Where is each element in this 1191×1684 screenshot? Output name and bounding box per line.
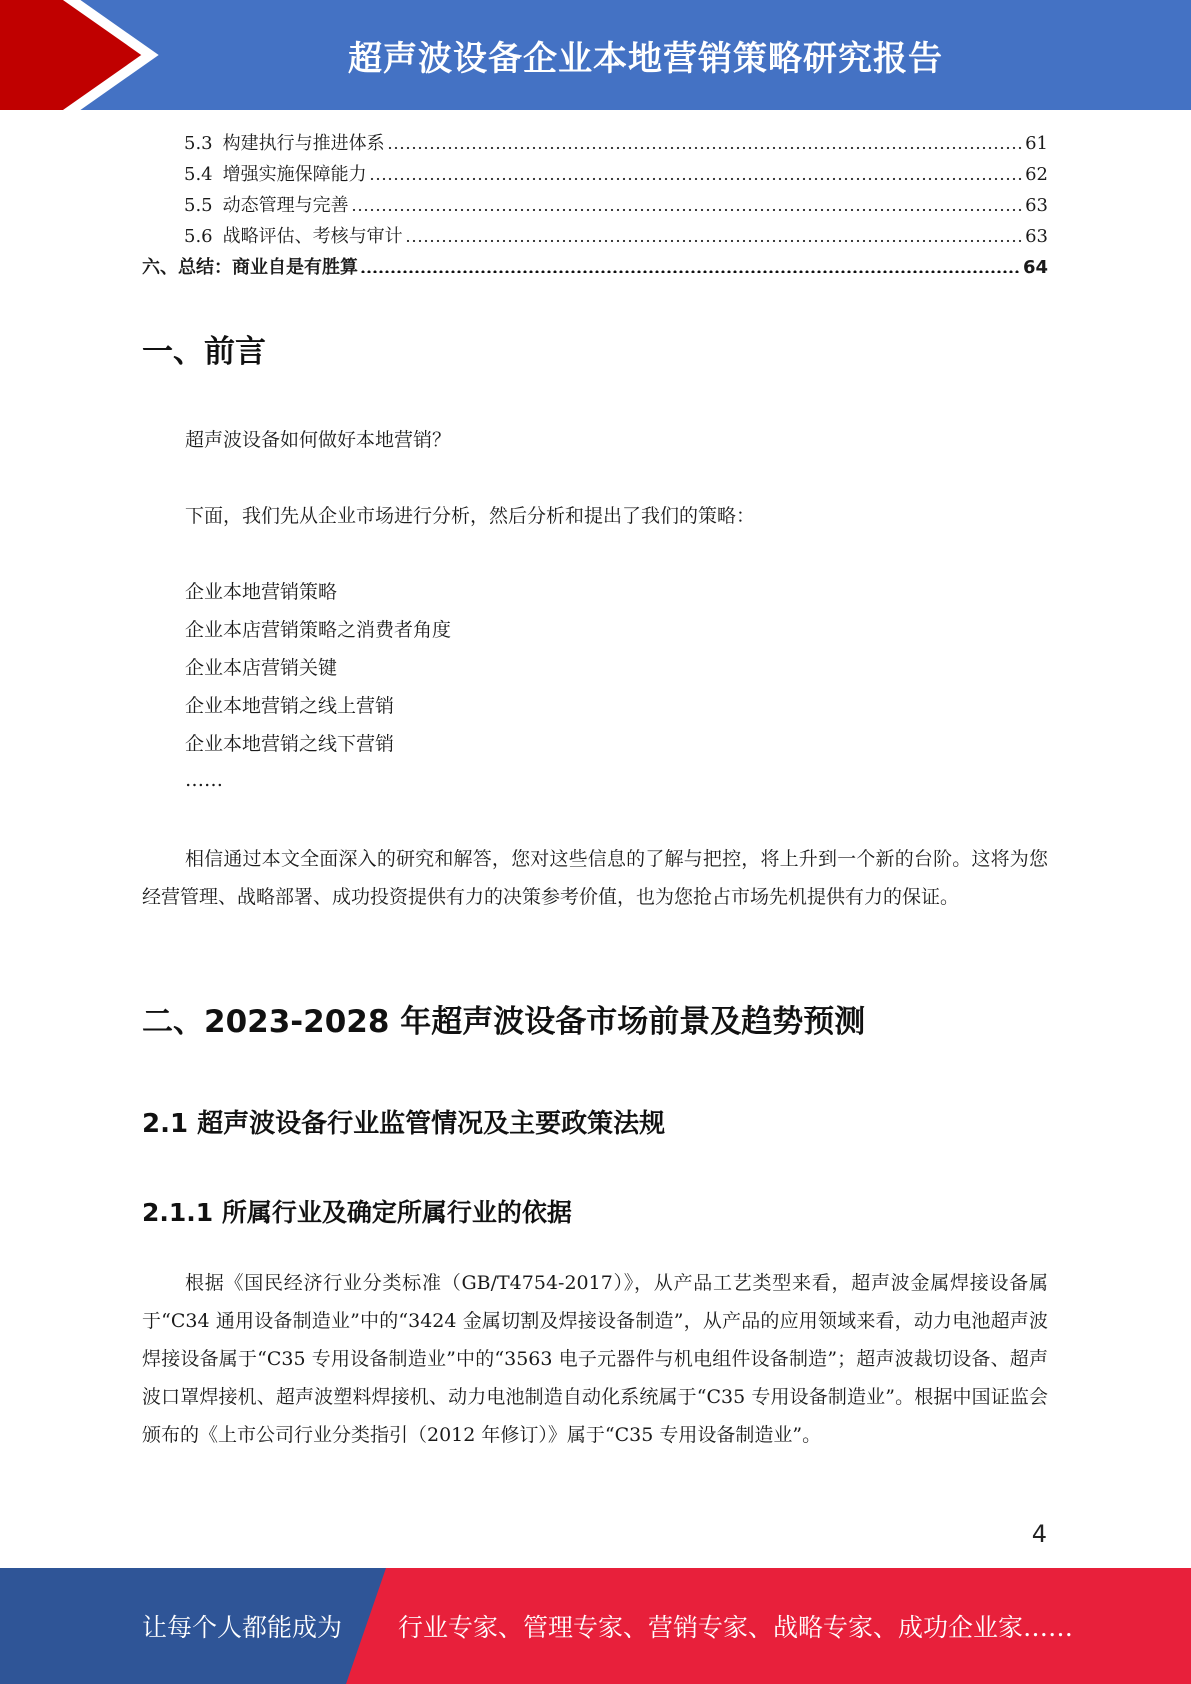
strategy-list-item: 企业本地营销策略 <box>185 581 338 603</box>
toc-leader-dots <box>387 131 1023 149</box>
strategy-list-item: 企业本地营销之线上营销 <box>185 695 395 717</box>
preface-conclusion: 相信通过本文全面深入的研究和解答，您对这些信息的了解与把控，将上升到一个新的台阶。这将为您经营管理、战略部署、成功投资提供有力的决策参考价值，也为您抢占市场先机提供有力的保证。 <box>142 848 1048 908</box>
toc-entry-number: 5.5 <box>184 195 213 216</box>
strategy-list-item: 企业本店营销策略之消费者角度 <box>185 619 452 641</box>
toc-leader-dots <box>369 162 1023 180</box>
toc-entry[interactable] <box>142 159 1048 190</box>
toc-entry-title: 构建执行与推进体系 <box>222 133 385 154</box>
toc-leader-dots <box>405 224 1023 242</box>
section-heading-preface: 一、前言 <box>142 334 266 370</box>
toc-entry-title: 增强实施保障能力 <box>222 164 367 185</box>
subsection-heading-industry-basis: 2.1.1 所属行业及确定所属行业的依据 <box>142 1198 572 1227</box>
page-number: 4 <box>1031 1520 1047 1548</box>
page-header <box>0 0 1191 110</box>
page-footer <box>0 1568 1191 1684</box>
strategy-list-ellipsis: …… <box>185 769 223 791</box>
footer-slogan-left: 让每个人都能成为 <box>142 1613 343 1642</box>
toc-entry[interactable] <box>142 128 1048 159</box>
strategy-list-item: 企业本店营销关键 <box>185 657 338 679</box>
preface-question: 超声波设备如何做好本地营销？ <box>185 429 452 451</box>
toc-entry-title: 战略评估、考核与审计 <box>222 226 403 247</box>
toc-entry-page: 62 <box>1025 164 1048 185</box>
table-of-contents <box>142 128 1048 283</box>
toc-entry-title: 动态管理与完善 <box>222 195 349 216</box>
toc-leader-dots <box>351 193 1023 211</box>
toc-entry-page: 64 <box>1022 257 1048 278</box>
toc-entry-number: 5.3 <box>184 133 213 154</box>
toc-entry[interactable] <box>142 221 1048 252</box>
toc-entry-page: 61 <box>1025 133 1048 154</box>
toc-entry-page: 63 <box>1025 195 1048 216</box>
toc-entry-page: 63 <box>1025 226 1048 247</box>
report-title: 超声波设备企业本地营销策略研究报告 <box>348 38 943 79</box>
footer-slogan-right: 行业专家、管理专家、营销专家、战略专家、成功企业家…… <box>398 1613 1074 1642</box>
subsection-heading-regulation: 2.1 超声波设备行业监管情况及主要政策法规 <box>142 1109 666 1139</box>
toc-entry-number: 5.6 <box>184 226 213 247</box>
strategy-list-item: 企业本地营销之线下营销 <box>185 733 395 755</box>
section-heading-market-outlook: 二、2023-2028 年超声波设备市场前景及趋势预测 <box>142 1004 866 1040</box>
toc-entry-title: 六、总结：商业自是有胜算 <box>142 257 358 278</box>
toc-entry[interactable] <box>142 190 1048 221</box>
toc-entry-number: 5.4 <box>184 164 213 185</box>
preface-intro: 下面，我们先从企业市场进行分析，然后分析和提出了我们的策略： <box>185 505 756 527</box>
industry-basis-body: 根据《国民经济行业分类标准（GB/T4754-2017）》，从产品工艺类型来看，超声波金属焊接设备属于“C34 通用设备制造业”中的“3424 金属切割及焊接设备制造”，从产品的应用领域来看，动力电池超声波焊接设备属于“C35 专用设备制造业”中的“3563 电子元器件与机电组件设备制造”；超声波裁切设备、超声波口罩焊接机、超声波塑料焊接机、动力电池制造自动化系统属于“C35 专用设备制造业”。根据中国证监会颁布的《上市公司行业分类指引（2012 年修订）》属于“C35 专用设备制造业”。 <box>142 1272 1048 1446</box>
toc-leader-dots <box>360 255 1021 273</box>
toc-entry-chapter[interactable] <box>142 252 1048 283</box>
